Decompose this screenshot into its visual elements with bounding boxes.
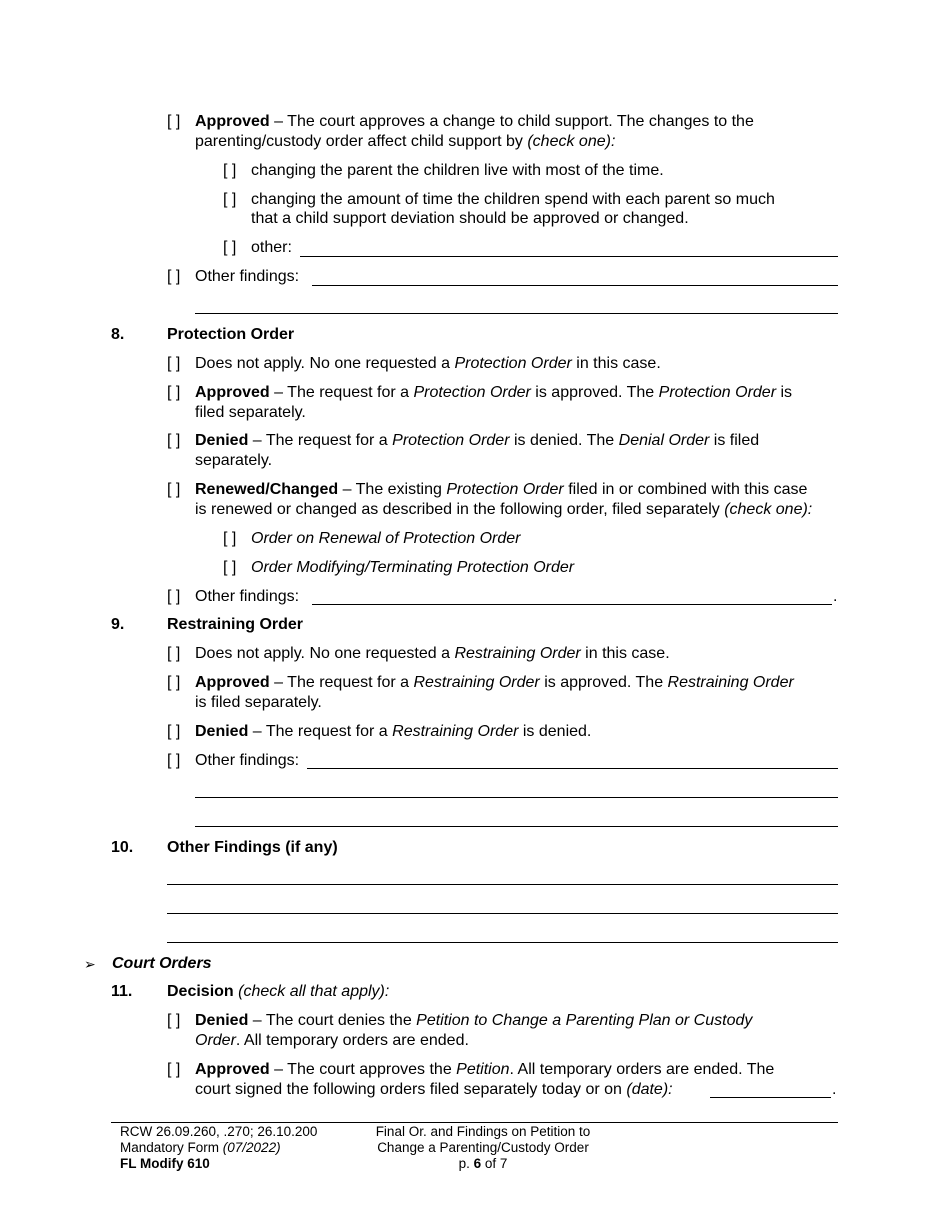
checkbox-ro-approved[interactable]: [ ]: [167, 674, 181, 691]
cs-other-findings-line-2[interactable]: [195, 313, 838, 314]
checkbox-po-modify-order[interactable]: [ ]: [223, 559, 237, 576]
checkbox-po-approved[interactable]: [ ]: [167, 384, 181, 401]
decision-date-input-line[interactable]: [710, 1097, 831, 1098]
ro-denied-text: Denied – The request for a Restraining Order is denied.: [195, 723, 592, 740]
footer-page: p. 6 of 7: [458, 1156, 508, 1171]
footer-title-1: Final Or. and Findings on Petition to: [375, 1124, 591, 1139]
checkbox-po-not-apply[interactable]: [ ]: [167, 355, 181, 372]
po-other-findings-line[interactable]: [312, 604, 832, 605]
checkbox-cs-other[interactable]: [ ]: [223, 239, 237, 256]
footer-mandatory: Mandatory Form (07/2022): [120, 1140, 281, 1155]
ro-not-apply-text: Does not apply. No one requested a Restraining Order in this case.: [195, 645, 670, 662]
section-9-number: 9.: [111, 616, 125, 633]
footer-form-id: FL Modify 610: [120, 1156, 210, 1171]
section-10-number: 10.: [111, 839, 134, 856]
decision-denied-text: Denied – The court denies the Petition to Change a Parenting Plan or Custody: [195, 1012, 753, 1029]
po-denied-text: Denied – The request for a Protection Order is denied. The Denial Order is filed: [195, 432, 760, 449]
option-change-parent-live: changing the parent the children live with most of the time.: [251, 162, 664, 179]
section-8-number: 8.: [111, 326, 125, 343]
section-11-number: 11.: [111, 983, 133, 1000]
checkbox-po-renewal-order[interactable]: [ ]: [223, 530, 237, 547]
po-other-findings-label: Other findings:: [195, 588, 300, 605]
checkbox-ro-denied[interactable]: [ ]: [167, 723, 181, 740]
approved-child-support-text: Approved – The court approves a change to child support. The changes to the: [195, 113, 754, 130]
ro-approved-text: Approved – The request for a Restraining Order is approved. The Restraining Order: [195, 674, 794, 691]
checkbox-ro-other-findings[interactable]: [ ]: [167, 752, 181, 769]
cs-other-findings-line-1[interactable]: [312, 285, 838, 286]
other-findings-line-1[interactable]: [167, 884, 838, 885]
checkbox-po-denied[interactable]: [ ]: [167, 432, 181, 449]
cs-other-findings-label: Other findings:: [195, 268, 300, 285]
option-po-modify-order: Order Modifying/Terminating Protection Order: [251, 559, 575, 576]
decision-approved-text: Approved – The court approves the Petition. All temporary orders are ended. The: [195, 1061, 775, 1078]
court-orders-bullet-icon: ➢: [84, 956, 96, 972]
po-other-findings-period: .: [833, 588, 838, 605]
option-change-time-2: that a child support deviation should be approved or changed.: [251, 210, 689, 227]
po-approved-text: Approved – The request for a Protection Order is approved. The Protection Order is: [195, 384, 793, 401]
ro-other-findings-line-1[interactable]: [307, 768, 838, 769]
cs-other-input-line[interactable]: [300, 256, 838, 257]
option-change-time-1: changing the amount of time the children spend with each parent so much: [251, 191, 775, 208]
section-11-title: Decision (check all that apply):: [167, 983, 390, 1000]
footer-title-2: Change a Parenting/Custody Order: [377, 1140, 589, 1155]
footer-left: [120, 1124, 317, 1172]
other-findings-line-3[interactable]: [167, 942, 838, 943]
ro-other-findings-label: Other findings:: [195, 752, 300, 769]
decision-date-period: .: [832, 1081, 837, 1098]
po-renewed-text: Renewed/Changed – The existing Protection Order filed in or combined with this case: [195, 481, 808, 498]
footer-rcw: RCW 26.09.260, .270; 26.10.200: [120, 1124, 318, 1139]
option-po-renewal-order: Order on Renewal of Protection Order: [251, 530, 521, 547]
decision-approved-text-2: court signed the following orders filed separately today or on (date):: [195, 1081, 673, 1098]
section-9-title: Restraining Order: [167, 616, 304, 633]
checkbox-decision-approved[interactable]: [ ]: [167, 1061, 181, 1078]
checkbox-po-other-findings[interactable]: [ ]: [167, 588, 181, 605]
checkbox-cs-other-findings[interactable]: [ ]: [167, 268, 181, 285]
po-denied-text-2: separately.: [195, 452, 273, 469]
checkbox-approved-child-support[interactable]: [ ]: [167, 113, 181, 130]
footer-center: [343, 1124, 623, 1172]
decision-denied-text-2: Order. All temporary orders are ended.: [195, 1032, 469, 1049]
po-not-apply-text: Does not apply. No one requested a Protection Order in this case.: [195, 355, 661, 372]
checkbox-decision-denied[interactable]: [ ]: [167, 1012, 181, 1029]
other-findings-line-2[interactable]: [167, 913, 838, 914]
checkbox-change-time[interactable]: [ ]: [223, 191, 237, 208]
checkbox-change-parent-live[interactable]: [ ]: [223, 162, 237, 179]
approved-child-support-text-2: parenting/custody order affect child support by (check one):: [195, 133, 616, 150]
checkbox-po-renewed[interactable]: [ ]: [167, 481, 181, 498]
court-orders-heading: Court Orders: [112, 955, 212, 972]
ro-other-findings-line-2[interactable]: [195, 797, 838, 798]
section-8-title: Protection Order: [167, 326, 295, 343]
po-renewed-text-2: is renewed or changed as described in the following order, filed separately (check one):: [195, 501, 813, 518]
checkbox-ro-not-apply[interactable]: [ ]: [167, 645, 181, 662]
section-10-title: Other Findings (if any): [167, 839, 338, 856]
po-approved-text-2: filed separately.: [195, 404, 306, 421]
option-cs-other-label: other:: [251, 239, 292, 256]
footer-rule: [111, 1122, 838, 1123]
ro-approved-text-2: is filed separately.: [195, 694, 322, 711]
ro-other-findings-line-3[interactable]: [195, 826, 838, 827]
